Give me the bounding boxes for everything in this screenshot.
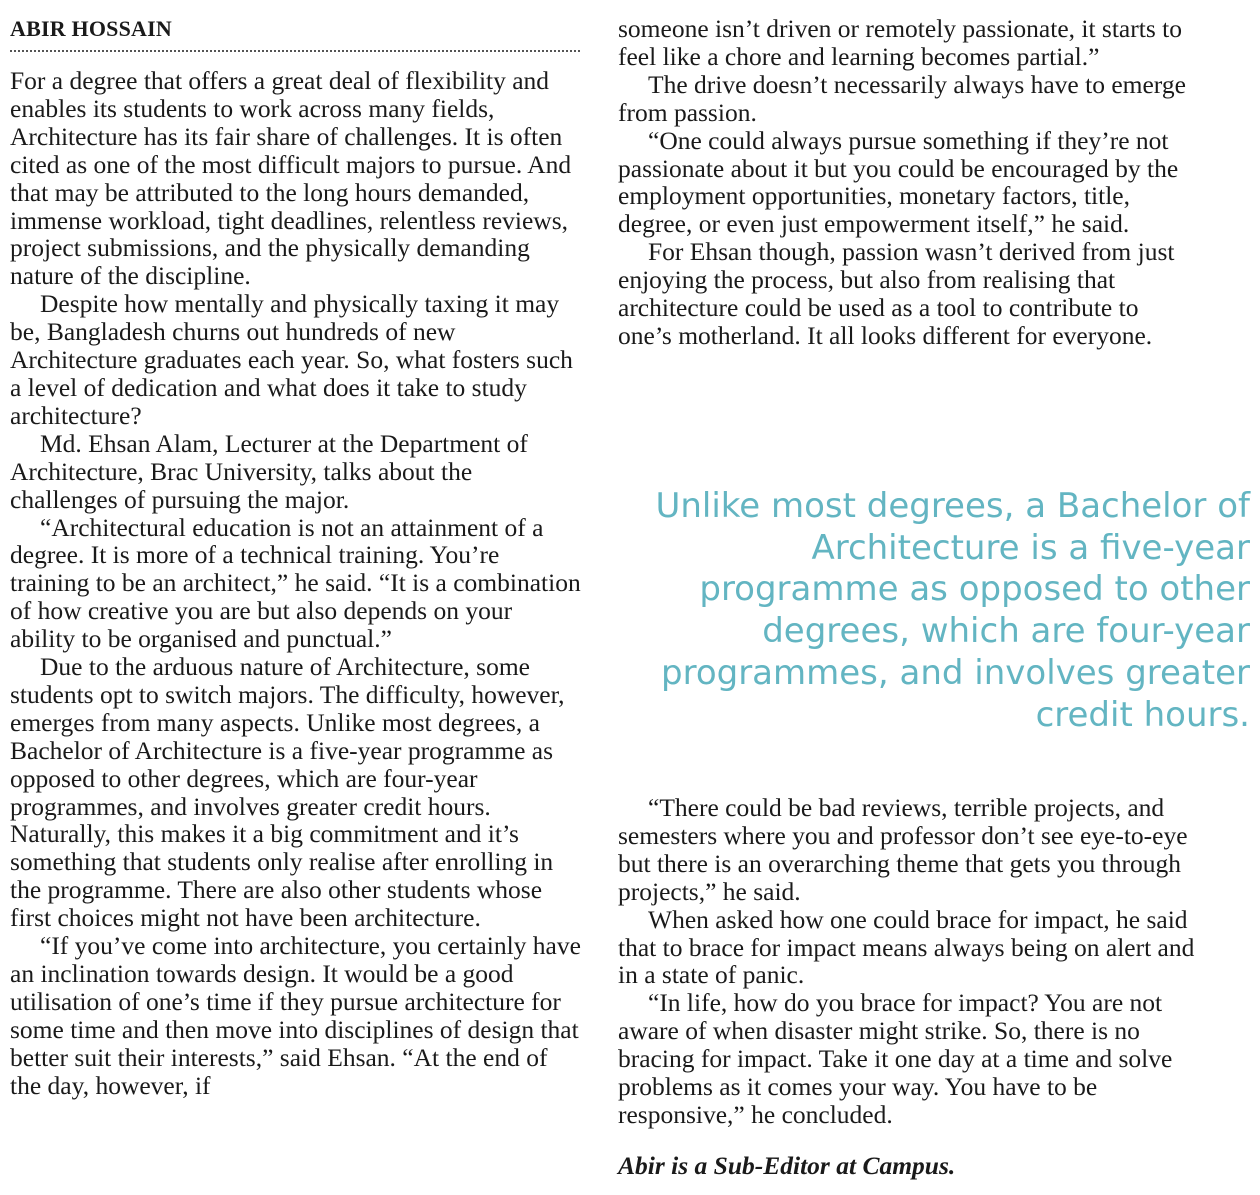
- byline: ABIR HOSSAIN: [10, 16, 172, 41]
- pull-quote: Unlike most degrees, a Bachelor of Architecture is a five-year programme as opposed to other degrees, which are four-year programmes, and involves greater credit hours.: [655, 486, 1250, 735]
- paragraph: “If you’ve come into architecture, you certainly have an inclination towards design. It would be a good utilisation of one’s time if they pursue architecture for some time and then move into disciplines of design that better suit their interests,” said Ehsan. “At the end of the day, however, if: [10, 931, 581, 1100]
- paragraph: Despite how mentally and physically taxing it may be, Bangladesh churns out hundreds of new Architecture graduates each year. So, what fosters such a level of dedication and what does it take to study architecture?: [10, 289, 573, 430]
- paragraph: When asked how one could brace for impact, he said that to brace for impact means always being on alert and in a state of panic.: [618, 904, 1195, 990]
- paragraph: The drive doesn’t necessarily always have to emerge from passion.: [618, 69, 1186, 127]
- paragraph: Due to the arduous nature of Architecture, some students opt to switch majors. The difficulty, however, emerges from many aspects. Unlike most degrees, a Bachelor of Architecture is a five-year programme as opposed to other degrees, which are four-year programmes, and involves greater credit hours. Naturally, this makes it a big commitment and it’s something that students only realise after enrolling in the programme. There are also other students whose first choices might not have been architecture.: [10, 652, 565, 933]
- paragraph: “There could be bad reviews, terrible projects, and semesters where you and professor don’t see eye-to-eye but there is an overarching theme that gets you through projects,” he said.: [618, 793, 1188, 906]
- article-column-right-bottom: [618, 794, 1198, 1129]
- article-column-left: [10, 67, 582, 1100]
- paragraph: Md. Ehsan Alam, Lecturer at the Department of Architecture, Brac University, talks about the challenges of pursuing the major.: [10, 428, 528, 514]
- paragraph: someone isn’t driven or remotely passionate, it starts to feel like a chore and learning becomes partial.”: [618, 14, 1182, 71]
- paragraph: For a degree that offers a great deal of flexibility and enables its students to work across many fields, Architecture has its fair share of challenges. It is often cited as one of the most difficult majors to pursue. And that may be attributed to the long hours demanded, immense workload, tight deadlines, relentless reviews, project submissions, and the physically demanding nature of the discipline.: [10, 66, 572, 291]
- paragraph: “In life, how do you brace for impact? You are not aware of when disaster might strike. So, there is no bracing for impact. Take it one day at a time and solve problems as it comes your way. You have to be responsive,” he concluded.: [618, 988, 1173, 1129]
- paragraph: “Architectural education is not an attainment of a degree. It is more of a technical training. You’re training to be an architect,” he said. “It is a combination of how creative you are but also depends on your ability to be organised and punctual.”: [10, 512, 581, 654]
- dotted-divider: [10, 50, 580, 52]
- paragraph: For Ehsan though, passion wasn’t derived from just enjoying the process, but also from realising that architecture could be used as a tool to contribute to one’s motherland. It all looks different for everyone.: [618, 237, 1175, 350]
- author-signoff: Abir is a Sub-Editor at Campus.: [618, 1151, 956, 1180]
- article-column-right-top: [618, 15, 1198, 350]
- paragraph: “One could always pursue something if they’re not passionate about it but you could be encouraged by the employment opportunities, monetary factors, title, degree, or even just empowerment itself,” he said.: [618, 125, 1179, 239]
